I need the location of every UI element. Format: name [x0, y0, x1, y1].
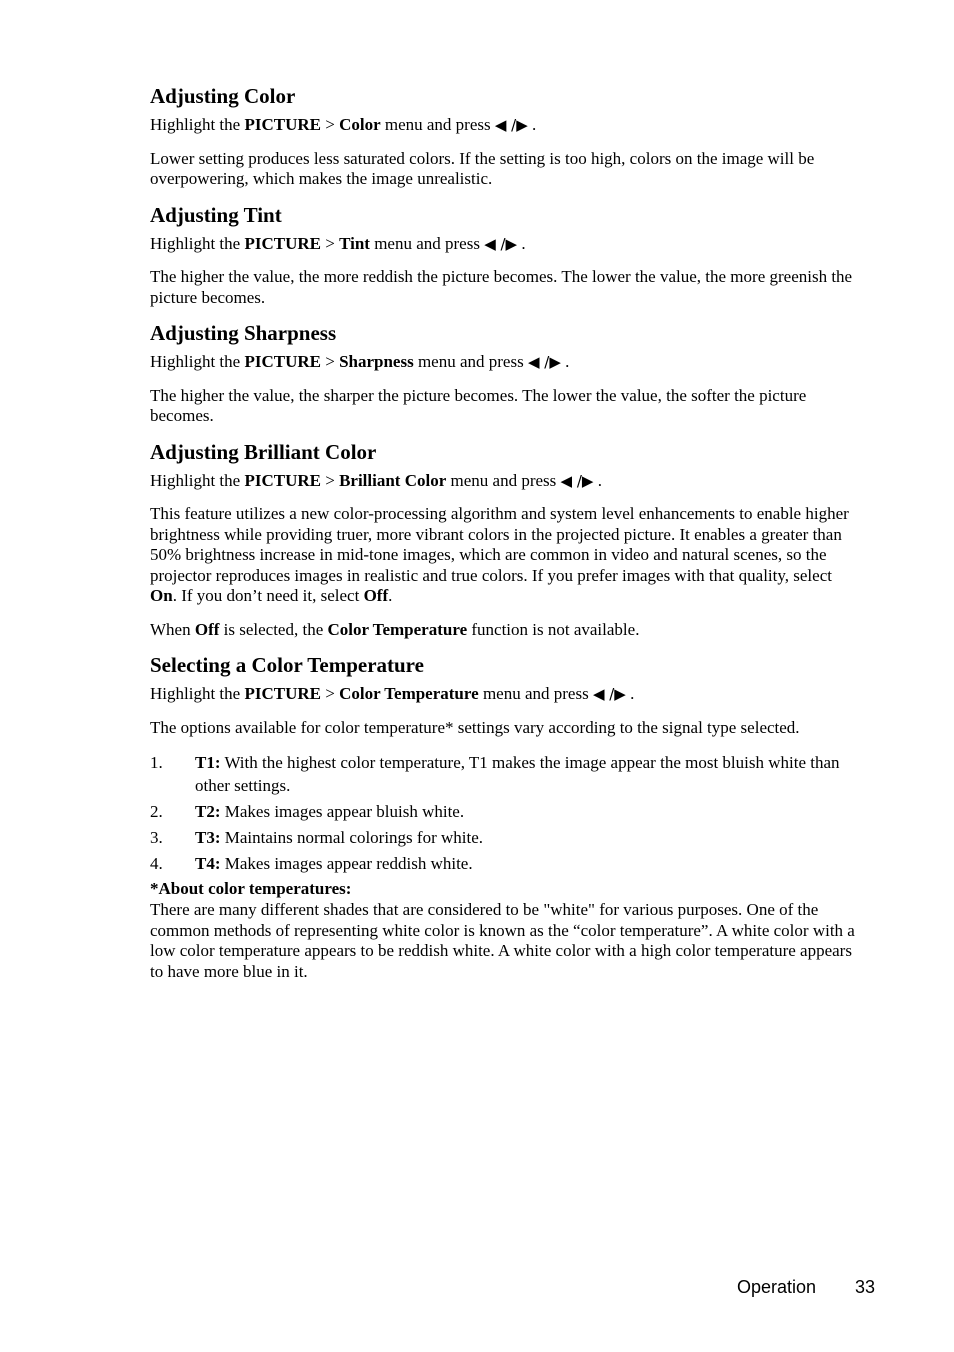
menu-name: PICTURE: [244, 352, 321, 371]
list-label: T1:: [195, 753, 221, 772]
feature-name: Color Temperature: [327, 619, 468, 639]
instr-text: Highlight the: [150, 352, 245, 371]
left-right-arrow-icon: ◀ /▶: [527, 353, 561, 371]
option-on: On: [150, 586, 173, 605]
menu-name: PICTURE: [244, 684, 321, 703]
about-body: There are many different shades that are considered to be "white" for various purposes. One of the common methods of representing white color is known as the “color temperature”. A white color with a low color temperature appears to be reddish white. A white color with a high color temperature appears to have more blue in it.: [150, 900, 855, 981]
list-item: [150, 852, 862, 875]
instr-text: menu and press: [369, 233, 485, 253]
section-body: The higher the value, the more reddish the picture becomes. The lower the value, the more greenish the picture becomes.: [150, 267, 853, 307]
note-text: function is not available.: [467, 619, 640, 639]
instruction-line: [150, 352, 862, 373]
instr-text: Highlight the: [150, 470, 245, 490]
list-text: With the highest color temperature, T1 makes the image appear the most bluish white than other settings.: [195, 753, 840, 795]
menu-item-name: Color: [339, 115, 381, 134]
brilliant-color-note: [150, 620, 862, 641]
instruction-line: [150, 234, 862, 255]
list-item: [150, 751, 862, 797]
instr-text: menu and press: [380, 115, 495, 134]
instr-end: .: [593, 470, 602, 490]
list-number: 2.: [150, 802, 163, 821]
instr-separator: >: [320, 470, 340, 490]
about-heading: *About color temperatures:: [150, 879, 352, 898]
menu-name: PICTURE: [244, 233, 321, 253]
list-item: [150, 800, 862, 823]
section-body: Lower setting produces less saturated colors. If the setting is too high, colors on the image will be overpowering, which makes the image unrealistic.: [150, 148, 815, 188]
menu-item-name: Sharpness: [339, 352, 414, 371]
instr-text: menu and press: [413, 352, 528, 371]
instruction-line: [150, 115, 862, 136]
left-right-arrow-icon: ◀ /▶: [484, 234, 518, 253]
instr-end: .: [560, 352, 570, 371]
list-text: Makes images appear bluish white.: [220, 802, 465, 821]
menu-name: PICTURE: [244, 470, 321, 490]
option-off: Off: [363, 586, 389, 605]
section-heading-adjusting-color: Adjusting Color: [150, 84, 296, 108]
list-label: T2:: [195, 802, 221, 821]
instr-text: Highlight the: [150, 684, 245, 703]
body-text: . If you don’t need it, select: [172, 586, 364, 605]
section-heading-adjusting-sharpness: Adjusting Sharpness: [150, 321, 337, 345]
section-body: The higher the value, the sharper the picture becomes. The lower the value, the softer the picture becomes.: [150, 385, 807, 425]
section-heading-adjusting-tint: Adjusting Tint: [150, 202, 282, 227]
left-right-arrow-icon: ◀ /▶: [560, 471, 594, 490]
instr-text: menu and press: [446, 470, 561, 490]
instr-end: .: [517, 233, 526, 253]
body-text: This feature utilizes a new color-processing algorithm and system level enhancements to enable higher brightness while providing truer, more vibrant colors in the projected picture. It enables a greater than 50% brightness increase in mid-tone images, which are common in video and natural scenes, so the projector reproduces images in realistic and true colors. If you prefer images with that quality, select: [150, 504, 849, 585]
instr-separator: >: [320, 352, 340, 371]
note-text: When: [150, 619, 195, 639]
page-content: [150, 84, 862, 982]
footer-section-label: Operation: [737, 1277, 817, 1297]
left-right-arrow-icon: ◀ /▶: [494, 116, 528, 134]
instr-separator: >: [320, 115, 340, 134]
menu-item-name: Tint: [339, 233, 370, 253]
instr-separator: >: [320, 684, 340, 703]
instr-end: .: [625, 684, 635, 703]
instr-text: Highlight the: [150, 115, 245, 134]
section-heading-adjusting-brilliant-color: Adjusting Brilliant Color: [150, 439, 377, 464]
list-number: 3.: [150, 828, 163, 847]
menu-item-name: Color Temperature: [339, 684, 479, 703]
list-item: [150, 826, 862, 849]
list-text: Makes images appear reddish white.: [220, 854, 473, 873]
instruction-line: [150, 684, 862, 705]
color-temperature-list: [150, 751, 862, 875]
instr-end: .: [527, 115, 537, 134]
option-off: Off: [194, 619, 220, 639]
list-number: 1.: [150, 753, 163, 772]
instruction-line: [150, 471, 862, 492]
section-body: [150, 504, 862, 607]
body-text: .: [388, 586, 393, 605]
list-text: Maintains normal colorings for white.: [220, 828, 484, 847]
note-text: is selected, the: [219, 619, 328, 639]
section-body: The options available for color temperature* settings vary according to the signal type selected.: [150, 717, 800, 737]
section-heading-selecting-color-temperature: Selecting a Color Temperature: [150, 653, 424, 677]
list-number: 4.: [150, 854, 163, 873]
instr-text: menu and press: [478, 684, 593, 703]
instr-separator: >: [320, 233, 340, 253]
menu-name: PICTURE: [244, 115, 321, 134]
list-label: T3:: [195, 828, 221, 847]
left-right-arrow-icon: ◀ /▶: [592, 685, 626, 703]
menu-item-name: Brilliant Color: [339, 470, 447, 490]
page-number: 33: [855, 1277, 876, 1297]
list-label: T4:: [195, 854, 221, 873]
instr-text: Highlight the: [150, 233, 245, 253]
